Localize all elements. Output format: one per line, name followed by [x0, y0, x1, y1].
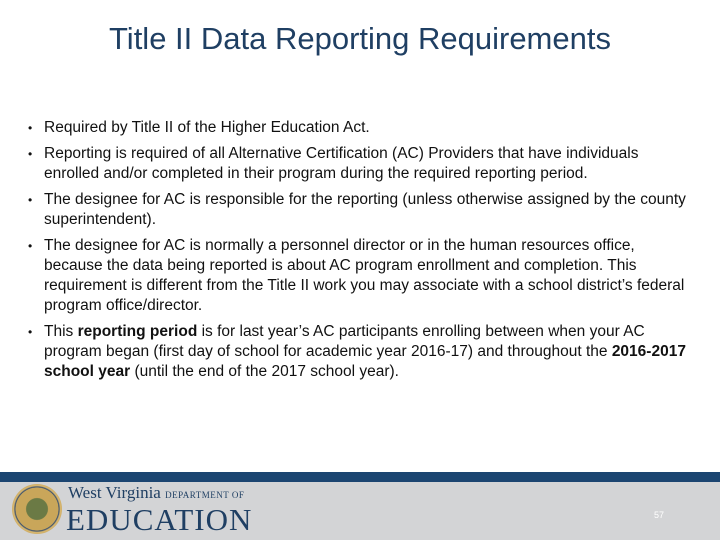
bullet-text: This	[44, 323, 78, 340]
bullet-icon: •	[28, 325, 33, 339]
logo-education: EDUCATION	[66, 502, 253, 537]
footer-bar	[0, 472, 720, 482]
bullet-text: Reporting is required of all Alternative Certification (AC) Providers that have individuals enrolled and/or completed in their program during the required reporting period.	[44, 145, 639, 182]
bold-text: 2016-2017 school year	[44, 343, 686, 380]
bullet-item	[28, 190, 693, 230]
bullet-text: (until the end of the 2017 school year).	[130, 363, 399, 380]
bullet-text: The designee for AC is normally a personnel director or in the human resources office, because the data being reported is about AC program enrollment and completion. This requirement is different from the Title II work you may associate with a school district’s federal program office/director.	[44, 237, 685, 314]
bullet-text: Required by Title II of the Higher Education Act.	[44, 119, 370, 136]
logo-state: West Virginia	[68, 483, 161, 502]
bullet-item	[28, 144, 693, 184]
bullet-icon: •	[28, 193, 33, 207]
bullet-icon: •	[28, 239, 33, 253]
slide-title: Title II Data Reporting Requirements	[109, 21, 611, 56]
logo-text	[68, 483, 244, 502]
bullet-list	[28, 118, 693, 388]
page-number: 57	[654, 510, 665, 520]
bullet-item	[28, 118, 693, 138]
bullet-text: The designee for AC is responsible for the reporting (unless otherwise assigned by the county superintendent).	[44, 191, 686, 228]
bullet-icon: •	[28, 147, 33, 161]
bullet-item	[28, 236, 693, 316]
state-seal-icon	[12, 484, 62, 534]
logo-dept: DEPARTMENT OF	[165, 490, 245, 500]
bullet-icon: •	[28, 121, 33, 135]
bullet-item	[28, 322, 693, 382]
bold-text: reporting period	[77, 323, 198, 340]
bullet-text: is for last year’s AC participants enrolling between when your AC program began (first day of school for academic year 2016-17) and throughout the	[44, 323, 645, 360]
